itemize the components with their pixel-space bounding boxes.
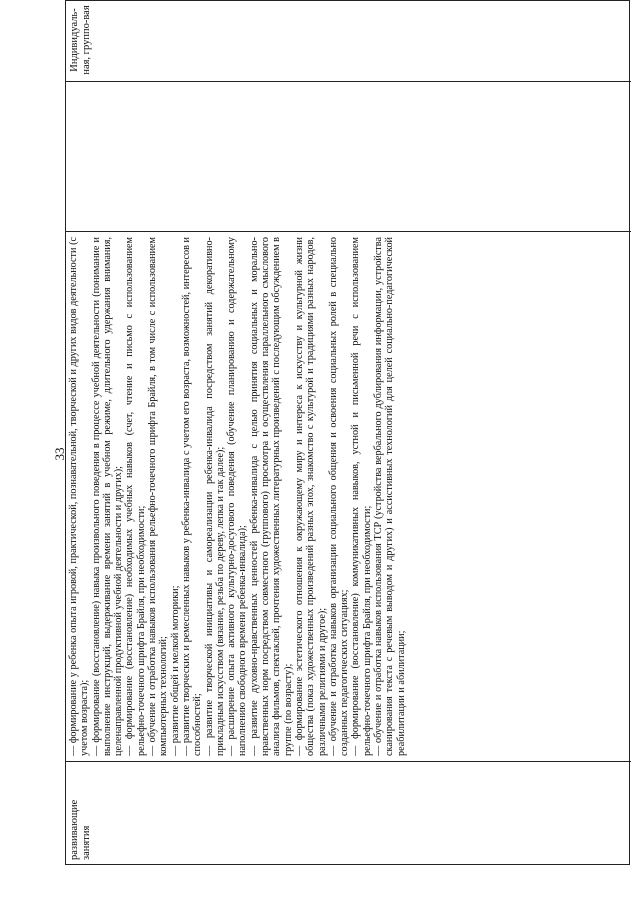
list-item: — развитие общей и мелкой моторики;	[169, 585, 181, 756]
list-item: — развитие творческих и ремесленных навыков у ребенка-инвалида с учетом его возраста, возможностей, интересов и способностей;	[180, 237, 204, 756]
cell-empty	[66, 81, 631, 231]
list-item: — расширение опыта активного культурно-досугового поведения (обучение планированию и содержательному наполнению свободного времени ребенка-инвалида);	[226, 237, 249, 756]
list-item: — развитие духовно-нравственных ценностей ребенка-инвалида с целью принятия социальных и морально-нравственных норм посредством совместного (группового) просмотра и осуществления параллельного смыслового анализа фильмов, спектаклей, прочтения художественных литературных произведений с последующим обсуждением в группе (по возрасту);	[248, 237, 294, 756]
rotated-table	[65, 0, 630, 865]
table	[65, 0, 630, 865]
cell-content	[66, 231, 631, 761]
cell-service-type: развивающие занятия	[66, 761, 631, 864]
cell-form: Индивидуаль-ная, группо-вая	[69, 5, 92, 75]
list-item: — формирование у ребенка опыта игровой, практической, познавательной, творческой и других видов деятельности (с учетом возраста);	[68, 237, 91, 756]
list-item: — формирование (восстановление) навыка произвольного поведения в процессе учебной деятельности (понимание и выполнение инструкций, выдерживание времени занятий в учебном режиме, длительного удержания внимания, целенаправленной продуктивной учебной деятельности и других);	[90, 237, 125, 756]
list-item: — развитие творческой инициативы и самореализации ребенка-инвалида посредством занятий декоративно-прикладным искусством (вязание, резьба по дереву, лепка и так далее);	[203, 237, 226, 756]
list-item: — обучение и отработка навыков использования рельефно-точечного шрифта Брайля, в том числе с использованием компьютерных технологий;	[147, 237, 170, 756]
list-item: — формирование (восстановление) коммуникативных навыков, устной и письменной речи с использованием рельефно-точечного шрифта Брайля, при необходимости;	[350, 237, 373, 756]
list-item: — обучение и отработка навыков организации социального общения и освоения социальных ролей в специально созданных педагогических ситуациях;	[327, 237, 351, 756]
page-number: 33	[52, 447, 67, 461]
list-item: — формирование (восстановление) необходимых учебных навыков (счет, чтение и письмо с использованием рельефно-точечного шрифта Брайля, при необходимости;	[124, 237, 147, 756]
list-item: — формирование эстетического отношения к окружающему миру и интереса к искусству и культурной жизни общества (показ художественных произведений разных эпох, знакомство с культурой и традициями разных народов, различными религиями и другое);	[293, 237, 328, 756]
list-item: — обучение и отработка навыков использования ТСР (устройства вербального дублирования информации, устройства сканирования текста с речевым выводом и других) и ассистивных технологий для целей социально-педагогической реабилитации и абилитации;	[373, 237, 407, 756]
